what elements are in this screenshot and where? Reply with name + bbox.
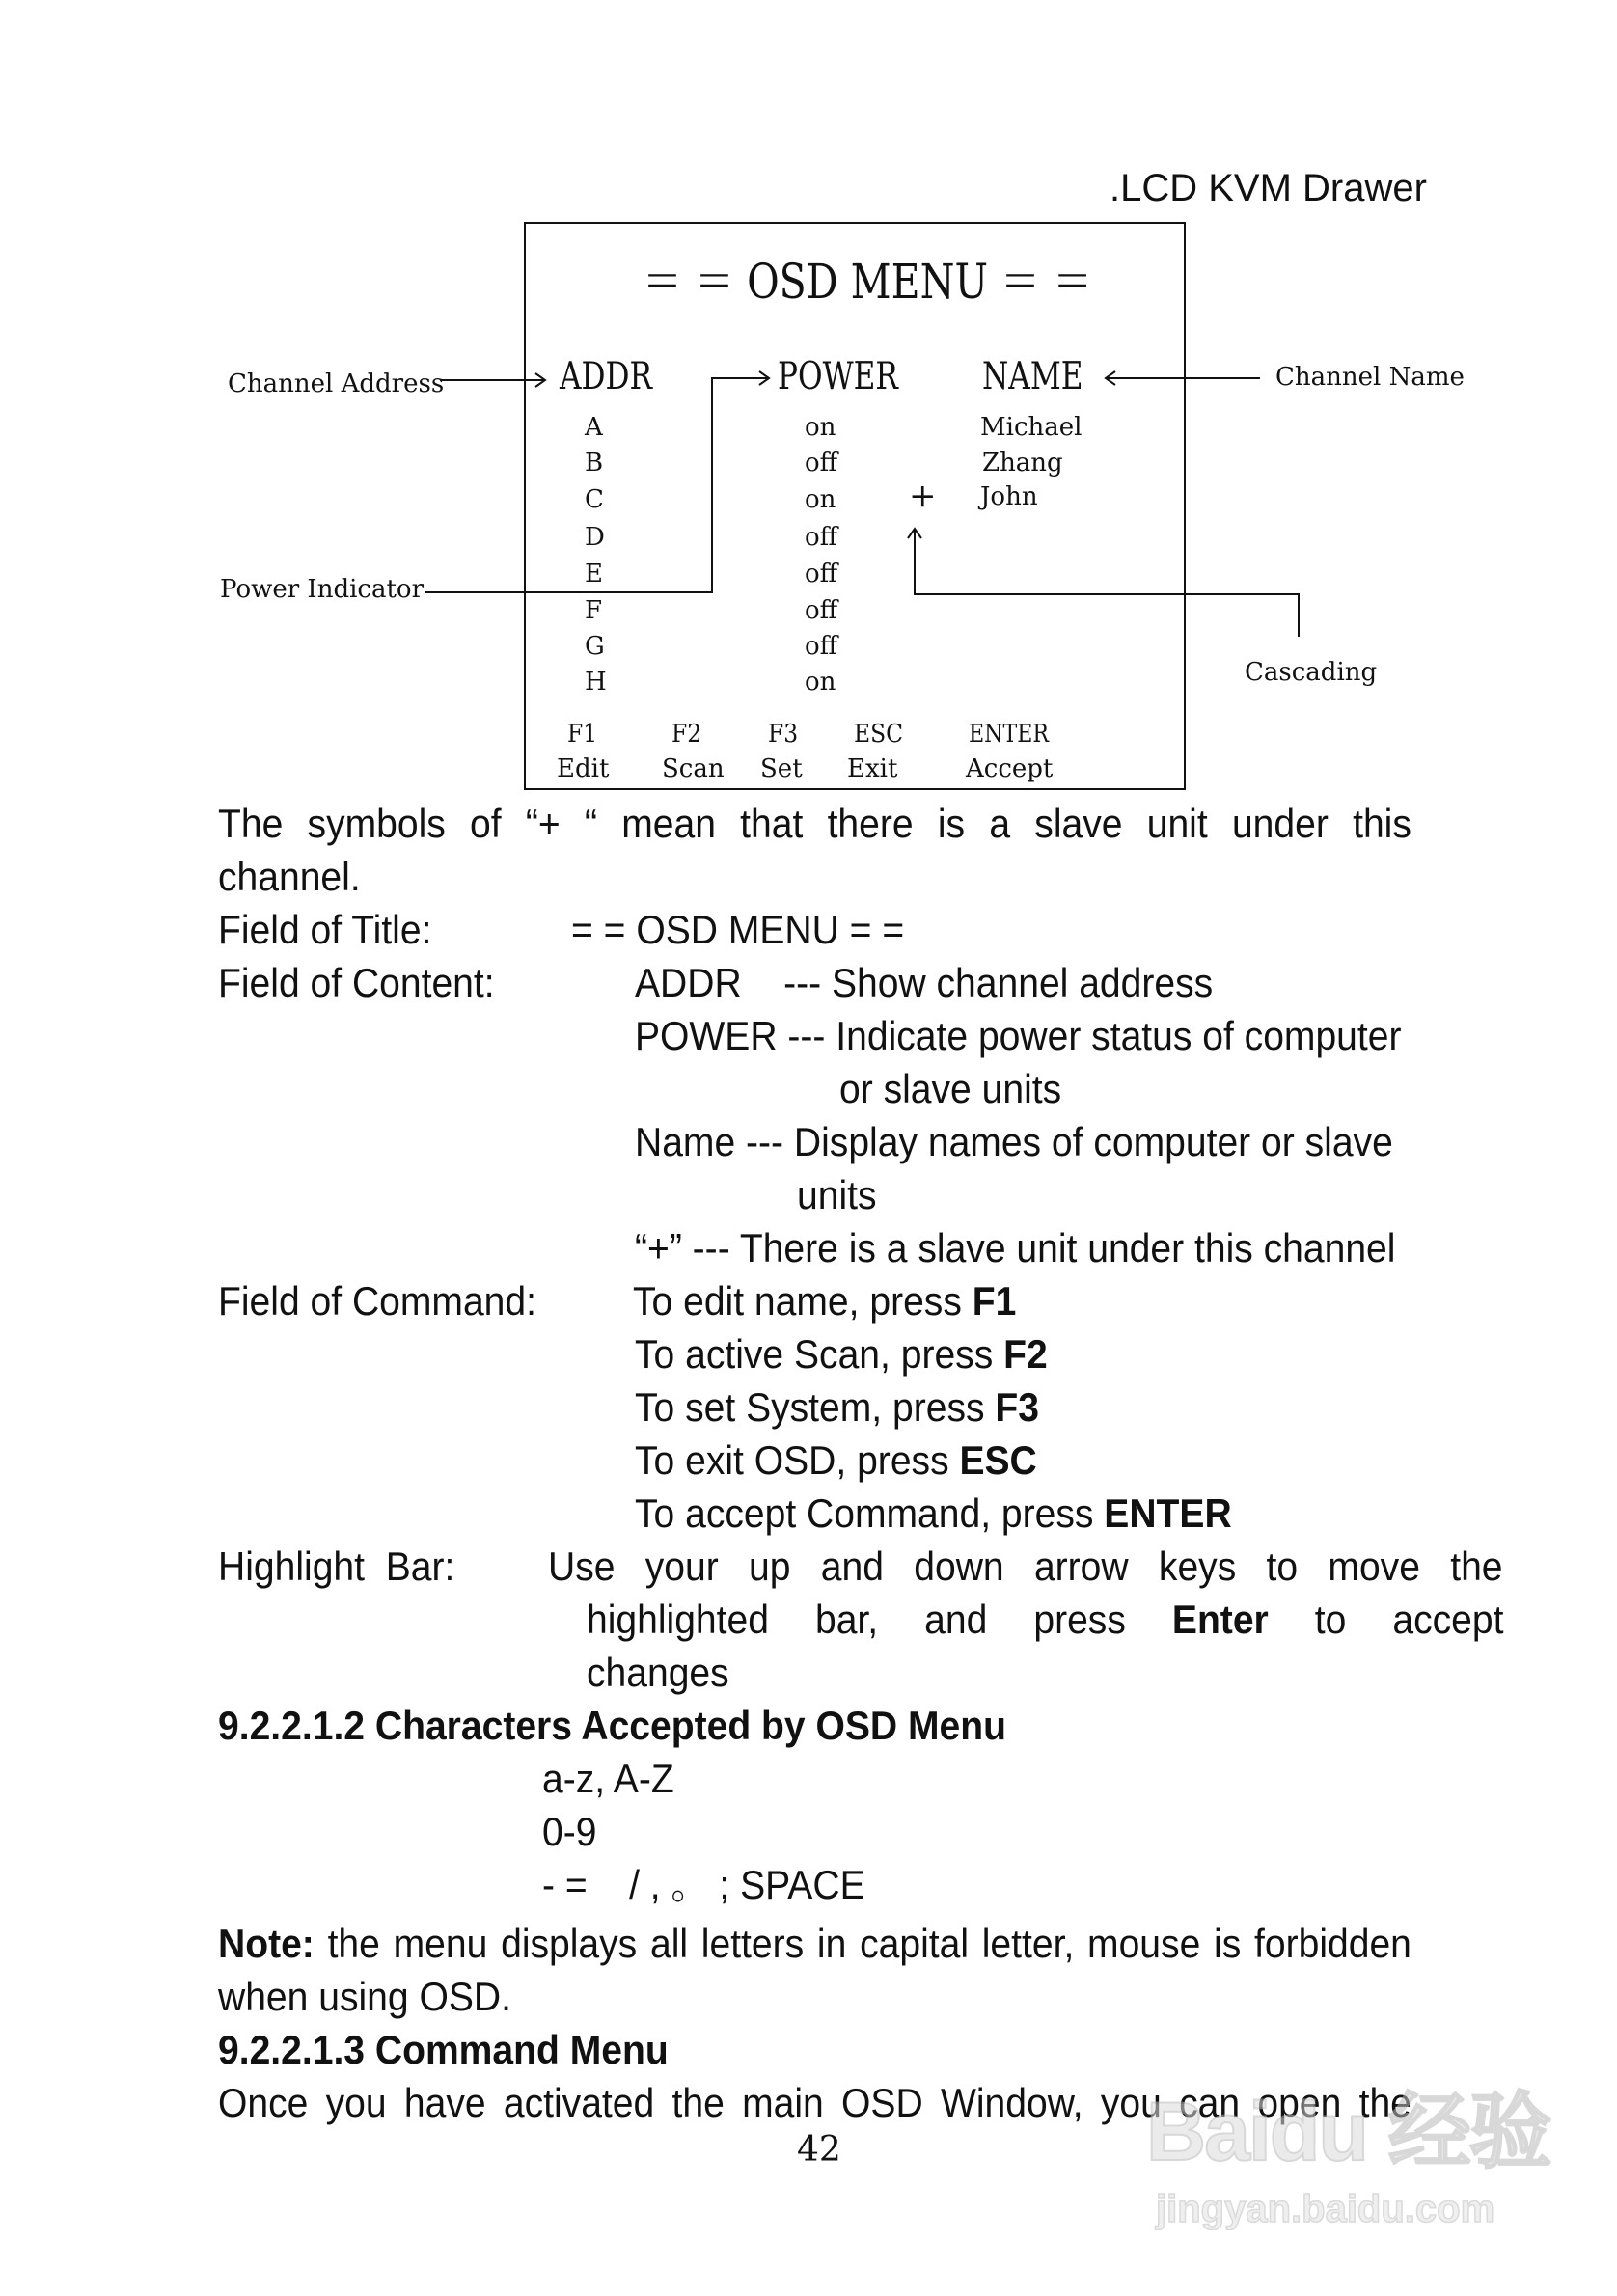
osd-command-action: Scan xyxy=(662,754,725,783)
chars-symbols: - = / , 。 ; SPACE xyxy=(542,1862,865,1907)
command-set-line: To set System, press F3 xyxy=(635,1384,1039,1430)
key-enter-inline: Enter xyxy=(1171,1597,1269,1642)
osd-command-key: F1 xyxy=(567,720,598,749)
content-plus-line: “+” --- There is a slave unit under this channel xyxy=(635,1225,1396,1271)
page-number: 42 xyxy=(797,2130,841,2170)
osd-addr-cell: H xyxy=(585,668,607,697)
osd-power-cell: on xyxy=(805,485,836,514)
osd-command-key: F3 xyxy=(768,720,799,749)
key-f3: F3 xyxy=(995,1384,1039,1430)
command-field-label: Field of Command: xyxy=(218,1278,536,1324)
osd-power-cell: on xyxy=(805,413,836,442)
content-name-line1: Name --- Display names of computer or slave xyxy=(635,1119,1393,1164)
note-line1: Note: the menu displays all letters in capital letter, mouse is forbidden xyxy=(218,1921,1411,1966)
osd-addr-cell: C xyxy=(585,485,604,514)
osd-menu-title: ＝ ＝ OSD MENU ＝ ＝ xyxy=(643,254,1093,310)
content-power-line1: POWER --- Indicate power status of computer xyxy=(635,1013,1402,1058)
key-esc: ESC xyxy=(959,1437,1037,1483)
note-line2: when using OSD. xyxy=(218,1974,511,2019)
note-label: Note: xyxy=(218,1921,315,1966)
osd-name-cell: Michael xyxy=(980,413,1083,442)
arrow-power-indicator xyxy=(425,378,769,592)
osd-command-action: Exit xyxy=(847,754,898,783)
command-accept-line: To accept Command, press ENTER xyxy=(635,1490,1232,1536)
watermark-url: jingyan.baidu.com xyxy=(1156,2188,1495,2230)
osd-command-action: Edit xyxy=(557,754,610,783)
highlight-bar-line1: Use your up and down arrow keys to move the xyxy=(548,1544,1503,1589)
chars-digits: 0-9 xyxy=(542,1809,597,1854)
osd-column-name: NAME xyxy=(982,355,1083,398)
osd-addr-cell: D xyxy=(585,523,605,552)
chars-letters: a-z, A-Z xyxy=(542,1756,674,1801)
osd-column-power: POWER xyxy=(778,355,898,398)
command-exit-line: To exit OSD, press ESC xyxy=(635,1437,1037,1483)
osd-command-action: Accept xyxy=(966,754,1054,783)
highlight-bar-line3: changes xyxy=(587,1650,729,1695)
callout-channel-name: Channel Name xyxy=(1275,363,1465,392)
osd-name-cell: John xyxy=(980,482,1038,511)
callout-channel-address: Channel Address xyxy=(228,369,445,398)
title-field-label: Field of Title: xyxy=(218,907,432,952)
osd-command-key: ESC xyxy=(854,720,904,749)
osd-command-key: ENTER xyxy=(969,720,1049,749)
osd-column-addr: ADDR xyxy=(560,355,653,398)
key-enter: ENTER xyxy=(1104,1490,1232,1536)
osd-power-cell: off xyxy=(805,596,838,625)
content-field-label: Field of Content: xyxy=(218,960,495,1005)
running-header: .LCD KVM Drawer xyxy=(1110,167,1427,209)
osd-power-cell: off xyxy=(805,632,838,661)
watermark-logo: Baidu 经验 xyxy=(1146,2086,1550,2178)
command-menu-line1: Once you have activated the main OSD Window, you can open the xyxy=(218,2080,1411,2125)
osd-power-cell: off xyxy=(805,560,838,588)
command-scan-line: To active Scan, press F2 xyxy=(635,1331,1048,1377)
callout-arrows xyxy=(0,0,1617,868)
osd-power-cell: on xyxy=(805,668,836,697)
osd-addr-cell: G xyxy=(585,632,605,661)
cascade-plus-symbol: + xyxy=(909,477,937,515)
section-heading-characters: 9.2.2.1.2 Characters Accepted by OSD Menu xyxy=(218,1703,1006,1748)
osd-name-cell: Zhang xyxy=(982,449,1063,478)
osd-command-key: F2 xyxy=(671,720,702,749)
content-power-line2: or slave units xyxy=(839,1066,1062,1111)
osd-addr-cell: E xyxy=(585,560,603,588)
symbols-paragraph-line2: channel. xyxy=(218,854,361,899)
osd-addr-cell: B xyxy=(585,449,604,478)
key-f1: F1 xyxy=(972,1278,1017,1324)
arrow-cascading xyxy=(915,529,1299,637)
baidu-watermark xyxy=(1146,2064,1550,2248)
key-f2: F2 xyxy=(1003,1331,1048,1377)
command-edit-line: To edit name, press F1 xyxy=(633,1278,1017,1324)
content-addr: ADDR --- Show channel address xyxy=(635,960,1214,1005)
title-field-value: = = OSD MENU = = xyxy=(571,907,905,952)
callout-cascading: Cascading xyxy=(1245,658,1378,687)
symbols-paragraph-line1: The symbols of “+ “ mean that there is a slave unit under this xyxy=(218,801,1411,846)
osd-addr-cell: F xyxy=(585,596,603,625)
osd-command-action: Set xyxy=(760,754,803,783)
highlight-bar-line2: highlighted bar, and press Enter to accept xyxy=(587,1597,1504,1642)
osd-power-cell: off xyxy=(805,449,838,478)
highlight-bar-label: Highlight Bar: xyxy=(218,1544,455,1589)
osd-power-cell: off xyxy=(805,523,838,552)
callout-power-indicator: Power Indicator xyxy=(220,575,424,604)
section-heading-command-menu: 9.2.2.1.3 Command Menu xyxy=(218,2027,669,2072)
osd-addr-cell: A xyxy=(585,413,603,442)
content-name-line2: units xyxy=(797,1172,877,1217)
